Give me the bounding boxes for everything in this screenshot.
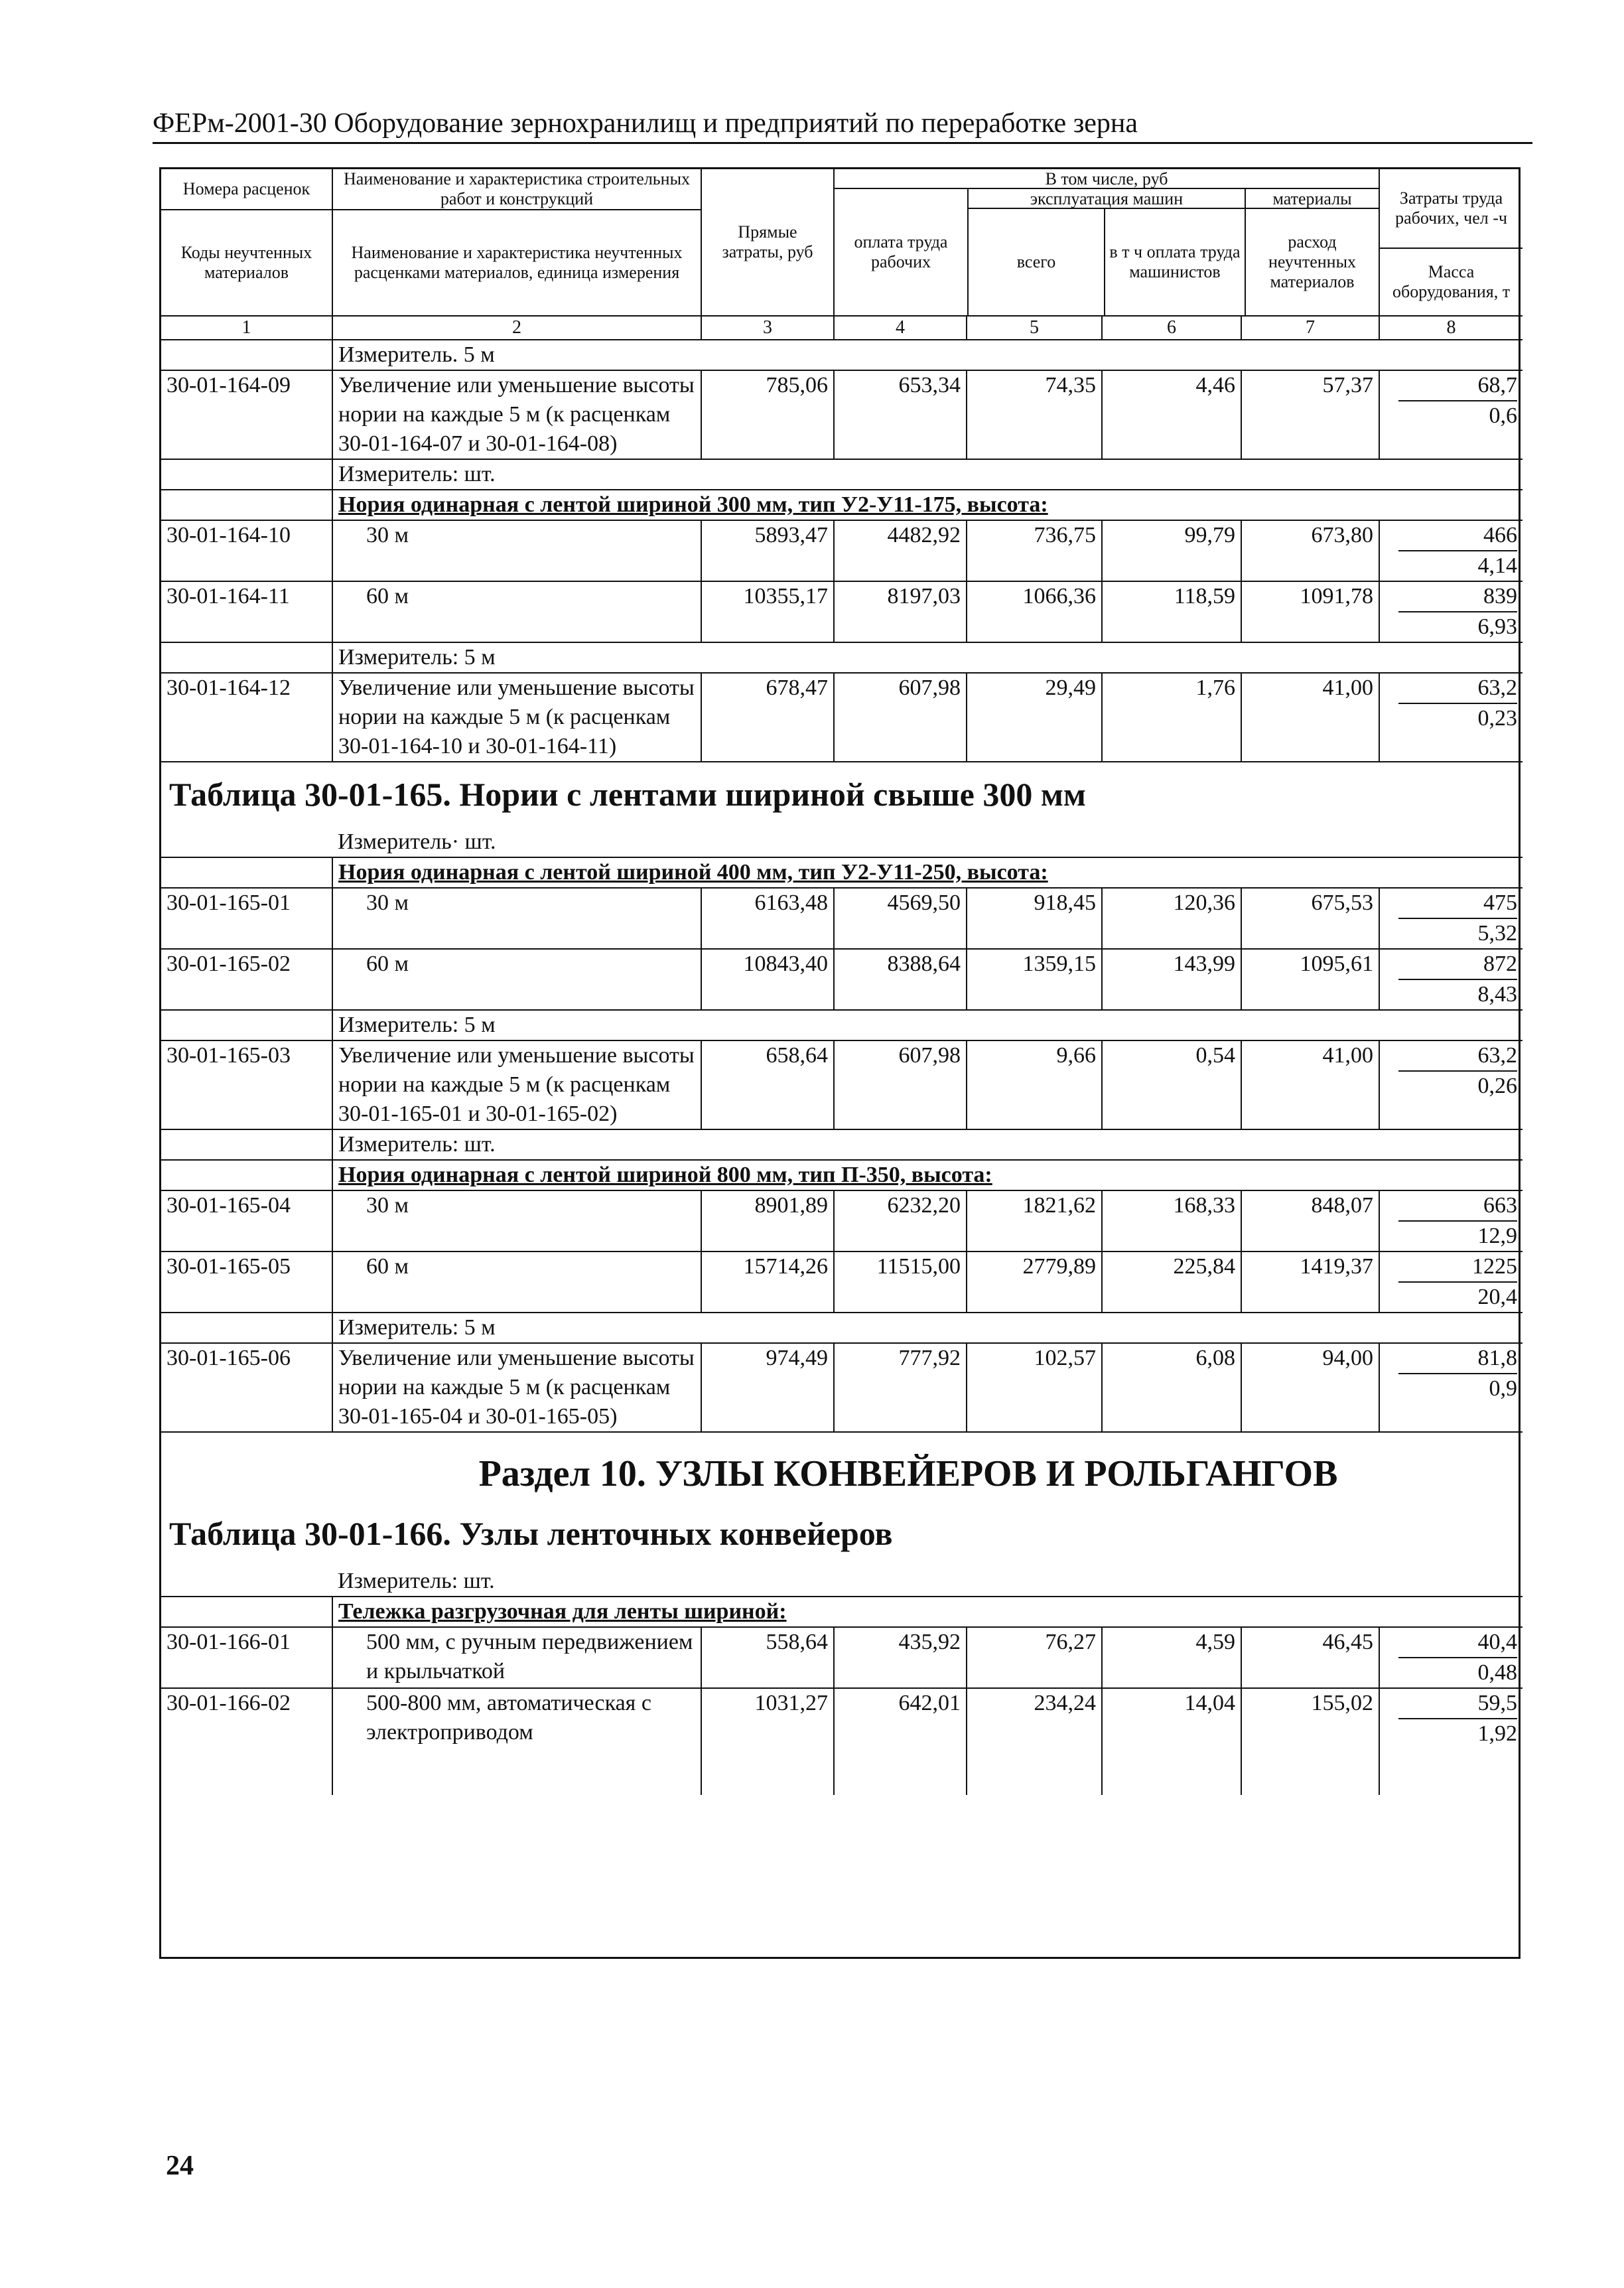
labor-hours: 475 <box>1398 889 1517 919</box>
work-name: 30 м <box>332 888 701 949</box>
header-labor-costs: Затраты труда рабочих, чел -ч <box>1380 169 1522 249</box>
table-row <box>161 1040 1522 1129</box>
table-row <box>161 370 1522 459</box>
operator-wages: 4,46 <box>1102 370 1241 459</box>
table-row <box>161 1190 1522 1251</box>
table-row <box>161 949 1522 1010</box>
header-work-name: Наименование и характеристика строительных работ и конструкций <box>333 169 701 210</box>
rate-code: 30-01-165-05 <box>161 1251 332 1313</box>
direct-costs: 10355,17 <box>701 581 834 642</box>
materials: 46,45 <box>1241 1627 1379 1688</box>
operator-wages: 99,79 <box>1102 520 1241 581</box>
labor-hours: 872 <box>1398 950 1517 980</box>
group-row: Нория одинарная с лентой шириной 800 мм, тип П-350, высота: <box>161 1160 1522 1190</box>
table-title-row <box>161 762 1522 827</box>
direct-costs: 10843,40 <box>701 949 834 1010</box>
direct-costs: 785,06 <box>701 370 834 459</box>
wages: 777,92 <box>834 1343 967 1432</box>
wages: 607,98 <box>834 1040 967 1129</box>
header-wages: оплата труда рабочих <box>835 189 969 315</box>
header-equipment-mass: Масса оборудования, т <box>1392 262 1511 301</box>
equipment-mass: 0,6 <box>1489 403 1518 428</box>
header-machines: эксплуатация машин <box>969 189 1245 209</box>
direct-costs: 15714,26 <box>701 1251 834 1313</box>
rate-code: 30-01-165-04 <box>161 1190 332 1251</box>
rate-code: 30-01-164-12 <box>161 673 332 762</box>
header-materials-usage: расход неучтенных материалов <box>1268 232 1357 291</box>
rate-code: 30-01-165-01 <box>161 888 332 949</box>
table-row <box>161 1343 1522 1432</box>
measure-row: Измеритель: шт. <box>338 1569 495 1593</box>
measure-row: Измеритель: 5 м <box>161 1010 1522 1040</box>
column-number: 7 <box>1241 316 1379 340</box>
work-name: Увеличение или уменьшение высоты нории на каждые 5 м (к расценкам 30-01-164-10 и 30-01-164-11) <box>332 673 701 762</box>
measure-row: Измеритель: 5 м <box>161 642 1522 673</box>
equipment-mass: 20,4 <box>1477 1285 1518 1309</box>
machines-total: 918,45 <box>967 888 1102 949</box>
page-header: ФЕРм-2001-30 Оборудование зернохранилищ и предприятий по переработке зерна <box>153 106 1532 144</box>
table-title-row <box>161 1502 1522 1567</box>
table-row <box>161 581 1522 642</box>
machines-total: 1359,15 <box>967 949 1102 1010</box>
materials: 1095,61 <box>1241 949 1379 1010</box>
materials: 1091,78 <box>1241 581 1379 642</box>
table-row <box>161 888 1522 949</box>
group-row: Нория одинарная с лентой шириной 400 мм, тип У2-У11-250, высота: <box>161 857 1522 888</box>
equipment-mass: 6,93 <box>1477 614 1518 639</box>
table-row <box>161 1251 1522 1313</box>
labor-hours: 1225 <box>1398 1252 1517 1283</box>
equipment-mass: 0,26 <box>1477 1074 1518 1098</box>
column-numbers-row <box>161 316 1522 340</box>
section-title: Раздел 10. УЗЛЫ КОНВЕЙЕРОВ И РОЛЬГАНГОВ <box>478 1453 1338 1494</box>
labor-hours: 839 <box>1398 582 1517 612</box>
wages: 435,92 <box>834 1627 967 1688</box>
table-row <box>161 520 1522 581</box>
materials: 1419,37 <box>1241 1251 1379 1313</box>
labor-hours: 68,7 <box>1398 371 1517 401</box>
page-number: 24 <box>166 2151 194 2181</box>
header-operator-wages: в т ч оплата труда машинистов <box>1109 242 1241 281</box>
direct-costs: 558,64 <box>701 1627 834 1688</box>
rate-code: 30-01-166-01 <box>161 1627 332 1688</box>
header-materials: материалы <box>1246 189 1379 209</box>
operator-wages: 225,84 <box>1102 1251 1241 1313</box>
materials: 673,80 <box>1241 520 1379 581</box>
work-name: 60 м <box>332 1251 701 1313</box>
measure-row: Измеритель· шт. <box>338 829 496 854</box>
group-row: Нория одинарная с лентой шириной 300 мм, тип У2-У11-175, высота: <box>161 490 1522 520</box>
column-number: 3 <box>701 316 834 340</box>
machines-total: 1821,62 <box>967 1190 1102 1251</box>
wages: 653,34 <box>834 370 967 459</box>
materials: 57,37 <box>1241 370 1379 459</box>
direct-costs: 5893,47 <box>701 520 834 581</box>
wages: 8197,03 <box>834 581 967 642</box>
wages: 607,98 <box>834 673 967 762</box>
labor-hours: 59,5 <box>1398 1689 1517 1719</box>
measure-row: Измеритель: шт. <box>161 459 1522 490</box>
header-including: В том числе, руб <box>835 169 1379 189</box>
equipment-mass: 5,32 <box>1477 921 1518 946</box>
operator-wages: 6,08 <box>1102 1343 1241 1432</box>
measure-row: Измеритель. 5 м <box>161 340 1522 370</box>
header-material-name: Наименование и характеристика неучтенных расценками материалов, единица измерения <box>351 243 683 282</box>
rate-code: 30-01-164-10 <box>161 520 332 581</box>
group-row: Тележка разгрузочная для ленты шириной: <box>161 1597 1522 1627</box>
column-number: 4 <box>834 316 967 340</box>
machines-total: 2779,89 <box>967 1251 1102 1313</box>
labor-hours: 63,2 <box>1398 674 1517 704</box>
table-row <box>161 1627 1522 1688</box>
rate-code: 30-01-164-09 <box>161 370 332 459</box>
header-rate-numbers: Номера расценок <box>161 169 332 210</box>
rate-code: 30-01-166-02 <box>161 1688 332 1795</box>
materials: 848,07 <box>1241 1190 1379 1251</box>
table-row <box>161 673 1522 762</box>
rates-table <box>161 169 1522 1795</box>
equipment-mass: 12,9 <box>1477 1224 1518 1248</box>
machines-total: 102,57 <box>967 1343 1102 1432</box>
table-165-title: Таблица 30-01-165. Нории с лентами шириной свыше 300 мм <box>169 776 1086 813</box>
operator-wages: 1,76 <box>1102 673 1241 762</box>
equipment-mass: 0,23 <box>1477 706 1518 731</box>
column-number: 8 <box>1379 316 1522 340</box>
column-number: 6 <box>1102 316 1241 340</box>
column-number: 1 <box>161 316 332 340</box>
work-name: 500-800 мм, автоматическая с электроприводом <box>332 1688 701 1795</box>
equipment-mass: 0,48 <box>1477 1660 1518 1685</box>
work-name: 30 м <box>332 520 701 581</box>
wages: 8388,64 <box>834 949 967 1010</box>
table-header-row <box>161 169 1522 316</box>
equipment-mass: 4,14 <box>1477 553 1518 578</box>
header-machines-total: всего <box>969 209 1105 315</box>
header-direct-costs: Прямые затраты, руб <box>701 169 834 316</box>
machines-total: 1066,36 <box>967 581 1102 642</box>
rate-code: 30-01-164-11 <box>161 581 332 642</box>
column-number: 2 <box>332 316 701 340</box>
direct-costs: 658,64 <box>701 1040 834 1129</box>
operator-wages: 143,99 <box>1102 949 1241 1010</box>
wages: 642,01 <box>834 1688 967 1795</box>
work-name: Увеличение или уменьшение высоты нории на каждые 5 м (к расценкам 30-01-165-01 и 30-01-165-02) <box>332 1040 701 1129</box>
rates-sheet <box>159 167 1521 1959</box>
direct-costs: 8901,89 <box>701 1190 834 1251</box>
labor-hours: 663 <box>1398 1191 1517 1222</box>
labor-hours: 40,4 <box>1398 1628 1517 1658</box>
header-material-codes: Коды неучтенных материалов <box>180 243 312 282</box>
measure-row: Измеритель: 5 м <box>161 1313 1522 1343</box>
direct-costs: 974,49 <box>701 1343 834 1432</box>
measure-row: Измеритель: шт. <box>161 1129 1522 1160</box>
rate-code: 30-01-165-06 <box>161 1343 332 1432</box>
machines-total: 9,66 <box>967 1040 1102 1129</box>
labor-hours: 81,8 <box>1398 1344 1517 1374</box>
operator-wages: 14,04 <box>1102 1688 1241 1795</box>
operator-wages: 168,33 <box>1102 1190 1241 1251</box>
work-name: Увеличение или уменьшение высоты нории на каждые 5 м (к расценкам 30-01-165-04 и 30-01-165-05) <box>332 1343 701 1432</box>
section-title-row <box>161 1432 1522 1502</box>
operator-wages: 0,54 <box>1102 1040 1241 1129</box>
operator-wages: 4,59 <box>1102 1627 1241 1688</box>
machines-total: 234,24 <box>967 1688 1102 1795</box>
operator-wages: 118,59 <box>1102 581 1241 642</box>
direct-costs: 6163,48 <box>701 888 834 949</box>
machines-total: 76,27 <box>967 1627 1102 1688</box>
machines-total: 736,75 <box>967 520 1102 581</box>
wages: 4482,92 <box>834 520 967 581</box>
work-name: 60 м <box>332 581 701 642</box>
materials: 94,00 <box>1241 1343 1379 1432</box>
materials: 155,02 <box>1241 1688 1379 1795</box>
labor-hours: 63,2 <box>1398 1041 1517 1072</box>
direct-costs: 1031,27 <box>701 1688 834 1795</box>
table-166-title: Таблица 30-01-166. Узлы ленточных конвейеров <box>169 1515 893 1552</box>
wages: 6232,20 <box>834 1190 967 1251</box>
machines-total: 29,49 <box>967 673 1102 762</box>
wages: 4569,50 <box>834 888 967 949</box>
operator-wages: 120,36 <box>1102 888 1241 949</box>
direct-costs: 678,47 <box>701 673 834 762</box>
equipment-mass: 0,9 <box>1489 1376 1518 1401</box>
labor-hours: 466 <box>1398 521 1517 551</box>
rate-code: 30-01-165-02 <box>161 949 332 1010</box>
work-name: 500 мм, с ручным передвижением и крыльчаткой <box>332 1627 701 1688</box>
materials: 41,00 <box>1241 1040 1379 1129</box>
equipment-mass: 8,43 <box>1477 982 1518 1007</box>
machines-total: 74,35 <box>967 370 1102 459</box>
materials: 41,00 <box>1241 673 1379 762</box>
table-row <box>161 1688 1522 1795</box>
materials: 675,53 <box>1241 888 1379 949</box>
work-name: 30 м <box>332 1190 701 1251</box>
work-name: 60 м <box>332 949 701 1010</box>
column-number: 5 <box>967 316 1102 340</box>
wages: 11515,00 <box>834 1251 967 1313</box>
work-name: Увеличение или уменьшение высоты нории на каждые 5 м (к расценкам 30-01-164-07 и 30-01-164-08) <box>332 370 701 459</box>
rate-code: 30-01-165-03 <box>161 1040 332 1129</box>
equipment-mass: 1,92 <box>1477 1721 1518 1746</box>
